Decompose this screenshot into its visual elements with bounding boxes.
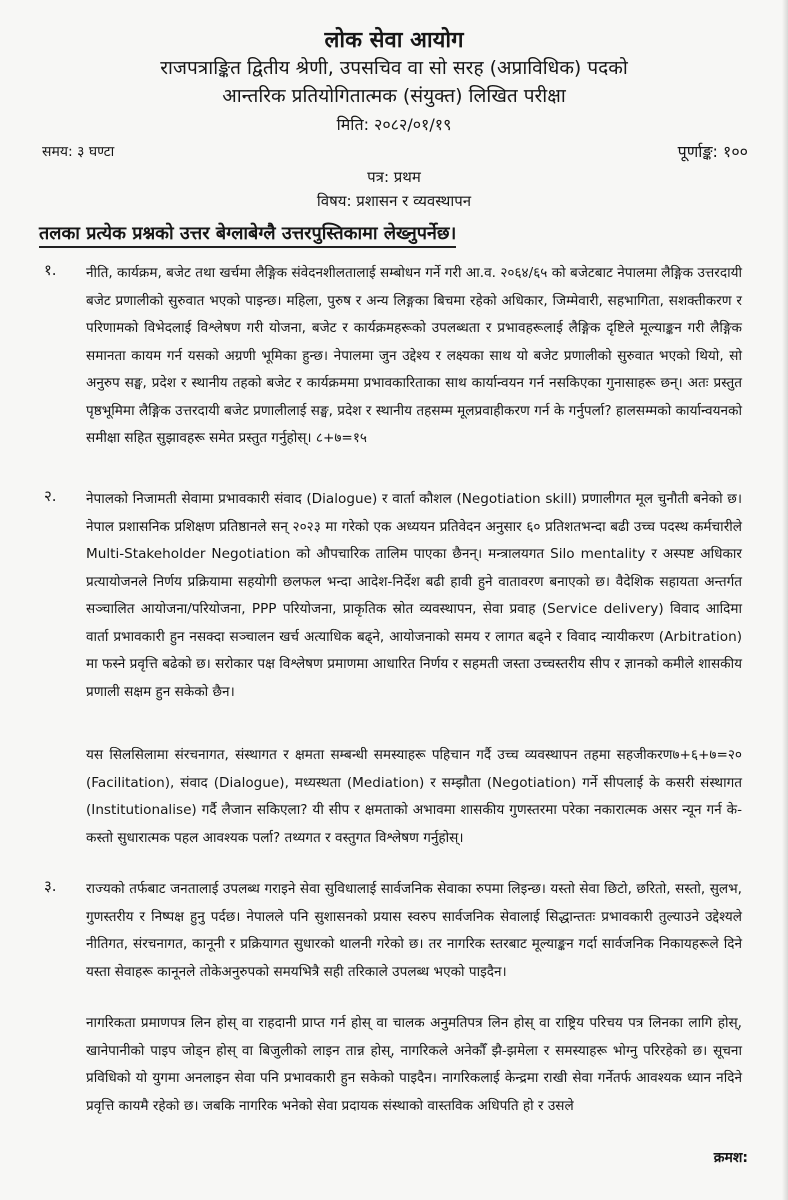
question-number: १. <box>44 261 57 279</box>
question-paragraph: नागरिकता प्रमाणपत्र लिन होस् वा राहदानी प्राप्त गर्न होस् वा चालक अनुमतिपत्र लिन होस् वा राष्ट्रिय परिचय पत्र लिनका लागि होस्, खानेपानीको पाइप जोड्न होस् वा बिजुलीको लाइन तान्न होस्, नागरिकले अनेकौँ झै-झमेला र समस्याहरू भोग्नु परिरहेको छ। सूचना प्रविधिको यो युगमा अनलाइन सेवा पनि प्रभावकारी हुन सकेको पाइदैन। नागरिकलाई केन्द्रमा राखी सेवा गर्नेतर्फ आवश्यक ध्यान नदिने प्रवृत्ति कायमै रहेको छ। जबकि नागरिक भनेको सेवा प्रदायक संस्थाको वास्तविक अधिपति हो र उसले <box>86 1015 742 1114</box>
question-number: ३. <box>44 877 57 895</box>
commission-title: लोक सेवा आयोग <box>324 28 464 53</box>
question-paragraph: नीति, कार्यक्रम, बजेट तथा खर्चमा लैङ्गिक संवेदनशीलतालाई सम्बोधन गर्ने गरी आ.व. २०६४/६५ को बजेटबाट नेपालमा लैङ्गिक उत्तरदायी बजेट प्रणालीको सुरुवात भएको पाइन्छ। महिला, पुरुष र अन्य लिङ्गका बिचमा रहेको अधिकार, जिम्मेवारी, सहभागिता, सशक्तीकरण र परिणामको विभेदलाई विश्लेषण गरी योजना, बजेट र कार्यक्रमहरूको उपलब्धता र प्रभावहरूलाई लैङ्गिक दृष्टिले मूल्याङ्कन गरी लैङ्गिक समानता कायम गर्न यसको अग्रणी भूमिका हुन्छ। नेपालमा जुन उद्देश्य र लक्ष्यका साथ यो बजेट प्रणालीको सुरुवात भएको थियो, सो अनुरुप सङ्घ, प्रदेश र स्थानीय तहको बजेट र कार्यक्रममा प्रभावकारिताका साथ कार्यान्वयन गर्न नसकिएका गुनासाहरू छन्। अतः प्रस्तुत पृष्ठभूमिमा लैङ्गिक उत्तरदायी बजेट प्रणालीलाई सङ्घ, प्रदेश र स्थानीय तहसम्म मूलप्रवाहीकरण गर्न के गर्नुपर्ला? हालसम्मको कार्यान्वयनको समीक्षा सहित सुझावहरू समेत प्रस्तुत गर्नुहोस्। ८+७=१५ <box>86 265 742 446</box>
exam-time: समय: ३ घण्टा <box>42 144 115 160</box>
question-paragraph: राज्यको तर्फबाट जनतालाई उपलब्ध गराइने सेवा सुविधालाई सार्वजनिक सेवाका रुपमा लिइन्छ। यस्तो सेवा छिटो, छरितो, सस्तो, सुलभ, गुणस्तरीय र निष्पक्ष हुनु पर्दछ। नेपालले पनि सुशासनको प्रयास स्वरुप सार्वजनिक सेवालाई सिद्धान्ततः प्रभावकारी तुल्याउने उद्देश्यले नीतिगत, संरचनागत, कानूनी र प्रक्रियागत सुधारको थालनी गरेको छ। तर नागरिक स्तरबाट मूल्याङ्कन गर्दा सार्वजनिक निकायहरूले दिने यस्ता सेवाहरू कानूनले तोकेअनुरुपको समयभित्रै सही तरिकाले उपलब्ध भएको पाइदैन। <box>86 881 742 980</box>
question-number: २. <box>44 487 57 505</box>
full-marks: पूर्णाङ्क: १०० <box>677 142 748 161</box>
paper-subject: विषय: प्रशासन र व्यवस्थापन <box>316 192 472 210</box>
continued-label: क्रमश: <box>713 1150 748 1166</box>
answer-instruction: तलका प्रत्येक प्रश्नको उत्तर बेग्लाबेग्लै उत्तरपुस्तिकामा लेख्नुपर्नेछ। <box>39 221 456 248</box>
question-paragraph: नेपालको निजामती सेवामा प्रभावकारी संवाद (Dialogue) र वार्ता कौशल (Negotiation skill) प्रणालीगत मूल चुनौती बनेको छ। नेपाल प्रशासनिक प्रशिक्षण प्रतिष्ठानले सन् २०२३ मा गरेको एक अध्ययन प्रतिवेदन अनुसार ६० प्रतिशतभन्दा बढी उच्च पदस्थ कर्मचारीले Multi-Stakeholder Negotiation को औपचारिक तालिम पाएका छैनन्। मन्त्रालयगत Silo mentality र अस्पष्ट अधिकार प्रत्यायोजनले निर्णय प्रक्रियामा सहयोगी छलफल भन्दा आदेश-निर्देश बढी हावी हुने वातावरण बनाएको छ। वैदेशिक सहायता अन्तर्गत सञ्चालित आयोजना/परियोजना, PPP परियोजना, प्राकृतिक स्रोत व्यवस्थापन, सेवा प्रवाह (Service delivery) विवाद आदिमा वार्ता प्रभावकारी हुन नसक्दा सञ्चालन खर्च अत्याधिक बढ्ने, आयोजनाको समय र लागत बढ्ने र विवाद न्यायीकरण (Arbitration) मा फस्ने प्रवृत्ति बढेको छ। सरोकार पक्ष विश्लेषण प्रमाणमा आधारित निर्णय र सहमती जस्ता उच्चस्तरीय सीप र ज्ञानको कमीले शासकीय प्रणाली सक्षम हुन सकेको छैन। <box>86 491 742 700</box>
paper-number: पत्र: प्रथम <box>367 168 421 186</box>
exam-date: मिति: २०८२/०१/१९ <box>336 115 452 134</box>
question-marks: ७+६+७=२० <box>672 747 742 763</box>
question-paragraph: ७+६+७=२० यस सिलसिलामा संरचनागत, संस्थागत र क्षमता सम्बन्धी समस्याहरू पहिचान गर्दै उच्च व्यवस्थापन तहमा सहजीकरण (Facilitation), संवाद (Dialogue), मध्यस्थता (Mediation) र सम्झौता (Negotiation) गर्ने सीपलाई के कसरी संस्थागत (Institutionalise) गर्दै लैजान सकिएला? यी सीप र क्षमताको अभावमा शासकीय गुणस्तरमा परेका नकारात्मक असर न्यून गर्न के-कस्तो सुधारात्मक पहल आवश्यक पर्ला? तथ्यगत र वस्तुगत विश्लेषण गर्नुहोस्। <box>86 742 742 852</box>
position-line: राजपत्राङ्कित द्वितीय श्रेणी, उपसचिव वा सो सरह (अप्राविधिक) पदको <box>160 57 628 79</box>
exam-type-line: आन्तरिक प्रतियोगितात्मक (संयुक्त) लिखित परीक्षा <box>222 85 566 107</box>
